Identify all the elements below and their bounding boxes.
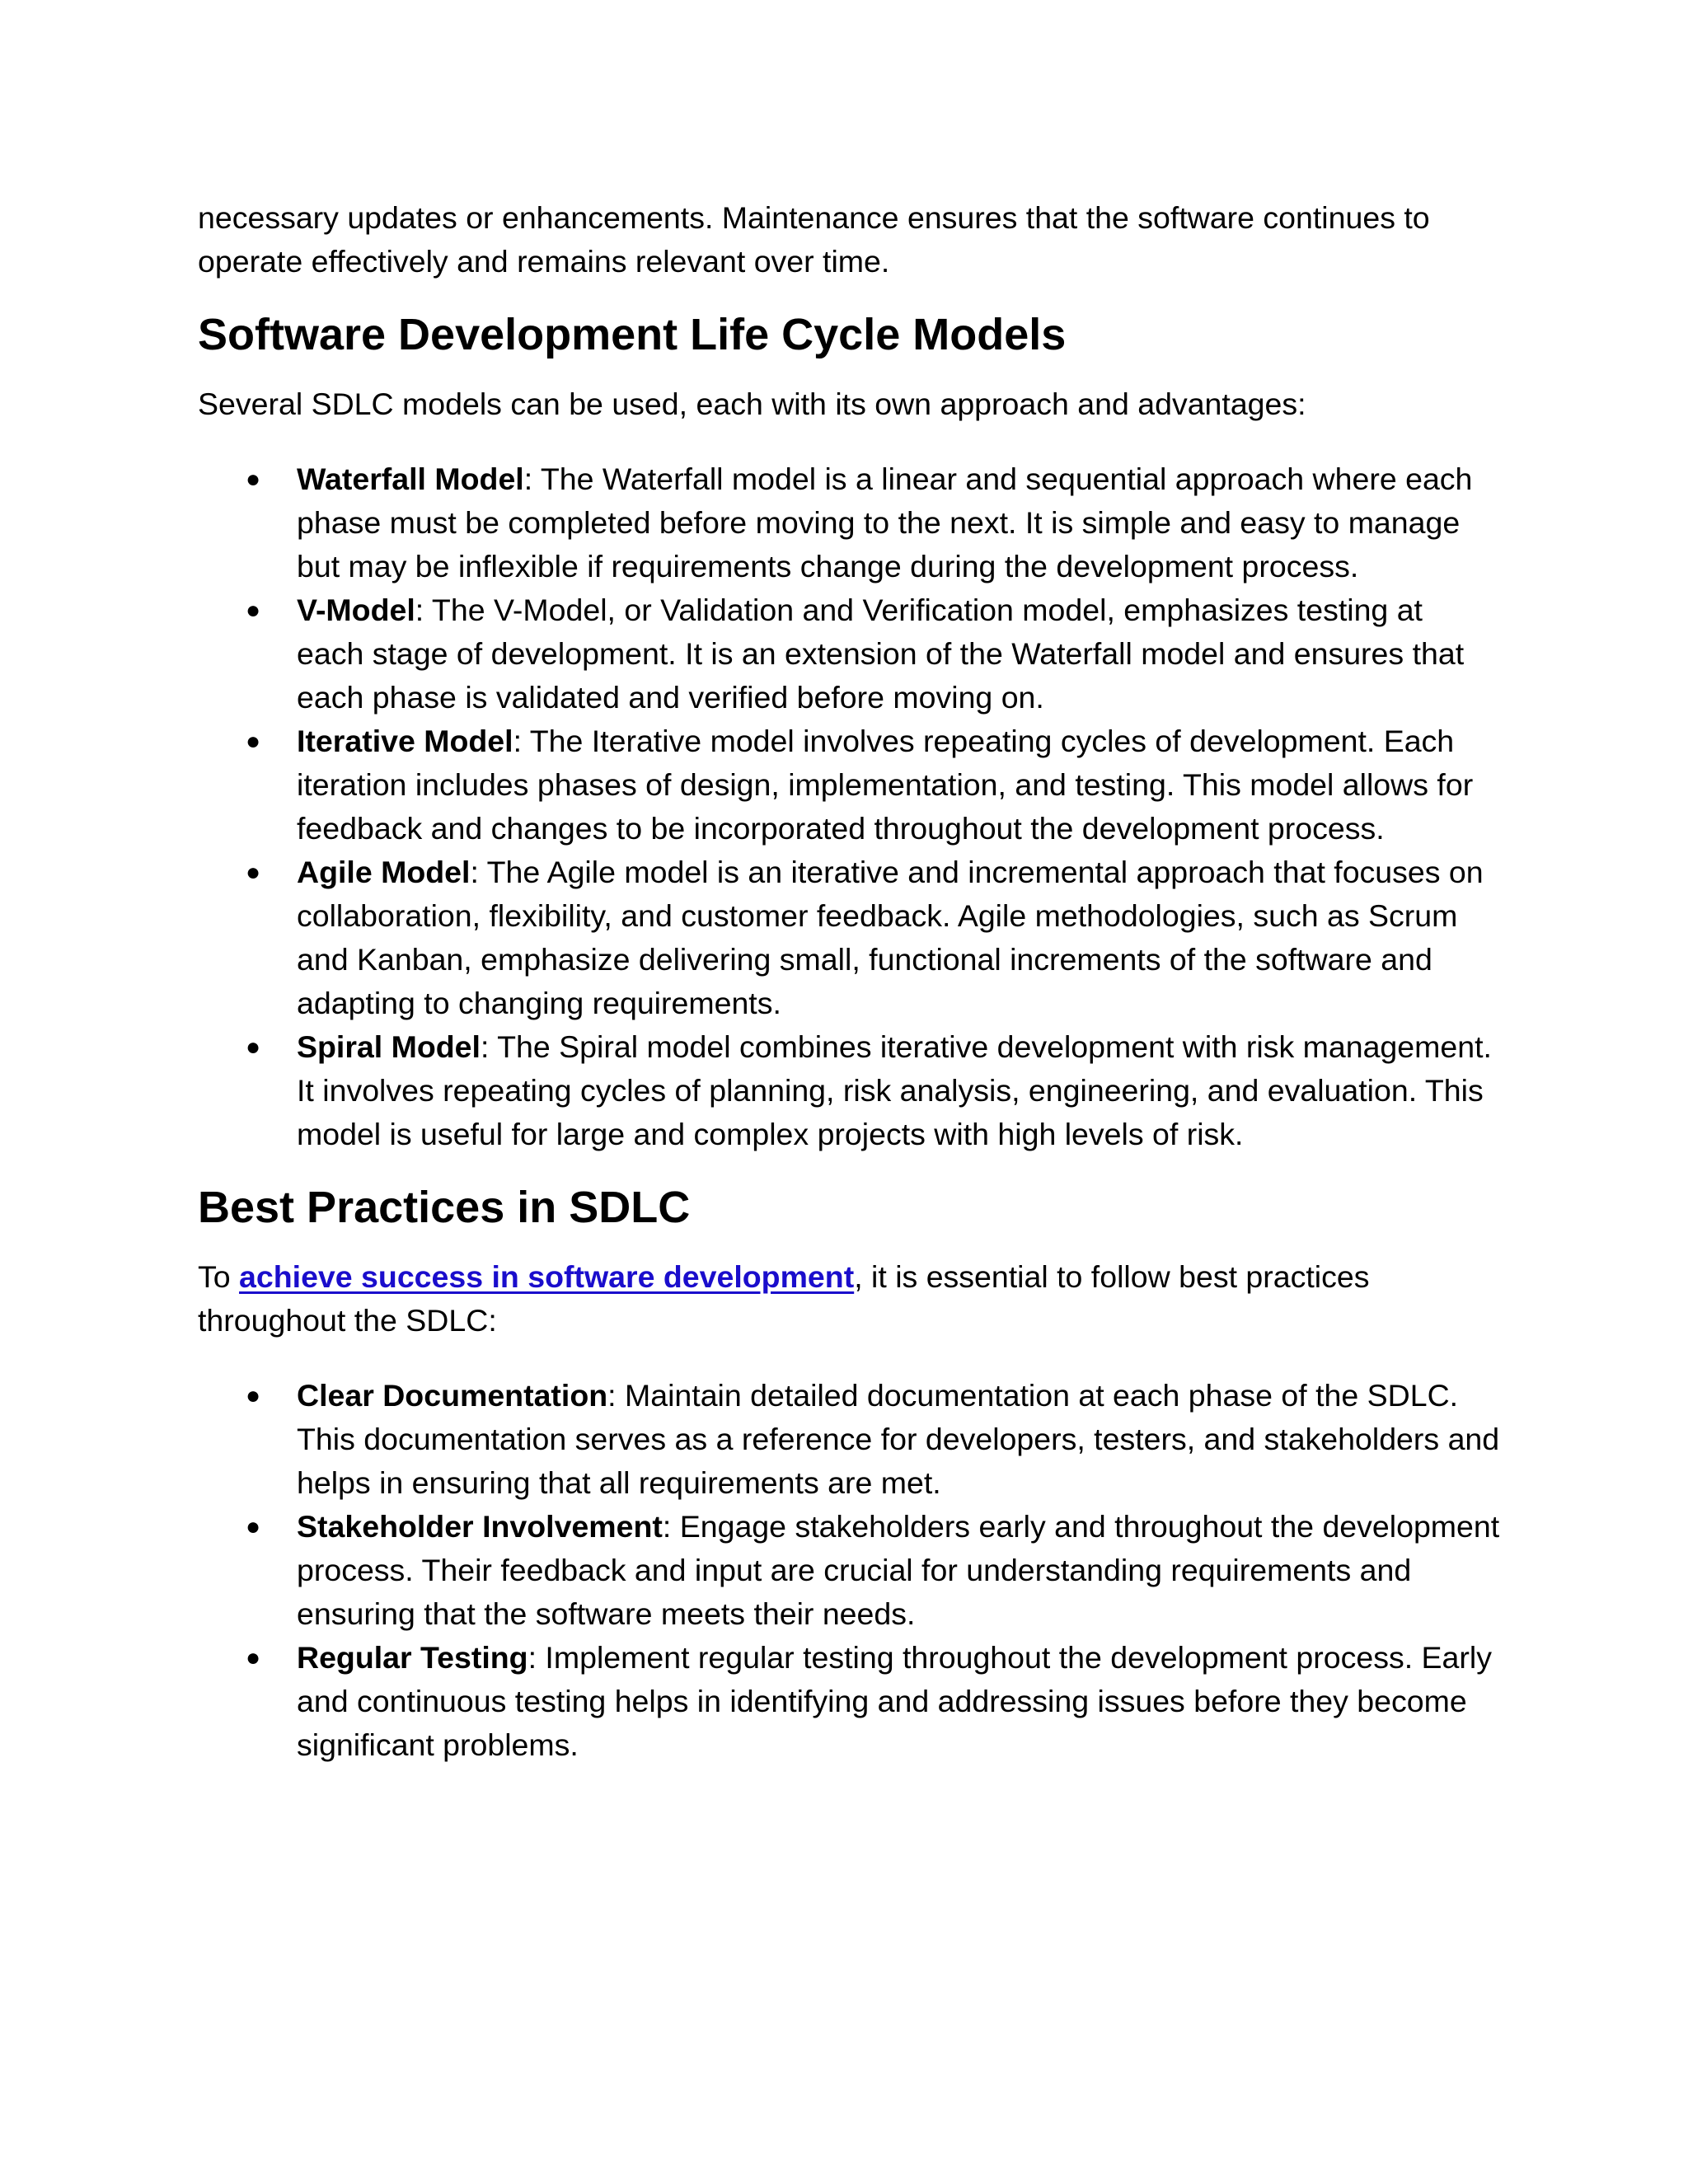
- bullet-icon: ●: [246, 1644, 261, 1671]
- list-item-stakeholder-involvement: [198, 1505, 1500, 1636]
- bullet-icon: ●: [246, 466, 261, 493]
- best-practices-heading: Best Practices in SDLC: [198, 1183, 691, 1232]
- bullet-icon: ●: [246, 1033, 261, 1061]
- term-stakeholder-involvement: Stakeholder Involvement: [297, 1509, 663, 1544]
- bullet-icon: ●: [246, 1382, 261, 1409]
- description-v-model: : The V-Model, or Validation and Verification model, emphasizes testing at each stage of development. It is an extension of the Waterfall model and ensures that each phase is validated and verified before moving on.: [297, 593, 1465, 715]
- description-regular-testing: : Implement regular testing throughout the development process. Early and continuous testing helps in identifying and addressing issues before they become significant problems.: [297, 1640, 1492, 1762]
- document-page: [198, 196, 1517, 1767]
- term-v-model: V-Model: [297, 593, 415, 627]
- bullet-icon: ●: [246, 597, 261, 624]
- list-item-waterfall-model: [198, 457, 1492, 588]
- term-clear-documentation: Clear Documentation: [297, 1378, 608, 1413]
- description-stakeholder-involvement: : Engage stakeholders early and throughout the development process. Their feedback and input are crucial for understanding requirements and ensuring that the software meets their needs.: [297, 1509, 1500, 1631]
- term-agile-model: Agile Model: [297, 855, 471, 889]
- term-spiral-model: Spiral Model: [297, 1029, 481, 1064]
- bullet-icon: ●: [246, 859, 261, 886]
- term-regular-testing: Regular Testing: [297, 1640, 528, 1675]
- achieve-success-link[interactable]: achieve success in software development: [239, 1259, 855, 1294]
- description-clear-documentation: : Maintain detailed documentation at each phase of the SDLC. This documentation serves as a reference for developers, testers, and stakeholders and helps in ensuring that all requirements are met.: [297, 1378, 1500, 1500]
- description-iterative-model: : The Iterative model involves repeating cycles of development. Each iteration includes phases of design, implementation, and testing. This model allows for feedback and changes to be incorporated throughout the development process.: [297, 724, 1474, 846]
- description-agile-model: : The Agile model is an iterative and incremental approach that focuses on collaboration, flexibility, and customer feedback. Agile methodologies, such as Scrum and Kanban, emphasize delivering small, functional increments of the software and adapting to changing requirements.: [297, 855, 1484, 1020]
- sdlc-models-intro: Several SDLC models can be used, each with its own approach and advantages:: [198, 387, 1306, 421]
- intro-suffix: , it is essential to follow best practices throughout the SDLC:: [198, 1259, 1370, 1338]
- list-item-v-model: [198, 588, 1492, 719]
- sdlc-models-heading: Software Development Life Cycle Models: [198, 310, 1067, 359]
- list-item-agile-model: [198, 851, 1492, 1025]
- bullet-icon: ●: [246, 728, 261, 755]
- term-waterfall-model: Waterfall Model: [297, 462, 524, 496]
- term-iterative-model: Iterative Model: [297, 724, 513, 758]
- intro-paragraph: necessary updates or enhancements. Maintenance ensures that the software continues to operate effectively and remains relevant over time.: [198, 200, 1430, 279]
- list-item-regular-testing: [198, 1636, 1500, 1767]
- description-spiral-model: : The Spiral model combines iterative development with risk management. It involves repeating cycles of planning, risk analysis, engineering, and evaluation. This model is useful for large and complex projects with high levels of risk.: [297, 1029, 1492, 1151]
- list-item-spiral-model: [198, 1025, 1492, 1156]
- intro-prefix: To: [198, 1259, 240, 1294]
- best-practices-list: [198, 1374, 1500, 1767]
- list-item-iterative-model: [198, 719, 1492, 851]
- sdlc-models-list: [198, 457, 1492, 1156]
- description-waterfall-model: : The Waterfall model is a linear and sequential approach where each phase must be completed before moving to the next. It is simple and easy to manage but may be inflexible if requirements change during the development process.: [297, 462, 1473, 583]
- best-practices-intro: [198, 1255, 1467, 1343]
- list-item-clear-documentation: [198, 1374, 1500, 1505]
- bullet-icon: ●: [246, 1513, 261, 1540]
